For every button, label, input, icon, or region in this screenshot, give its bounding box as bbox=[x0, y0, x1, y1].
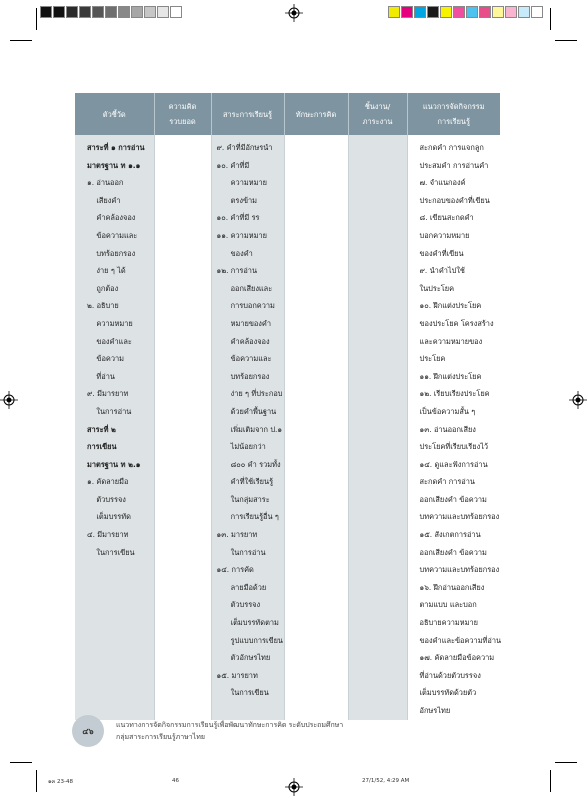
header-activities: แนวการจัดกิจกรรม การเรียนรู้ bbox=[407, 93, 500, 135]
indicator-line: ในการอ่าน bbox=[96, 406, 132, 416]
indicator-line: ความหมาย bbox=[96, 318, 133, 328]
indicator-line: สาระที่ ๑ การอ่าน bbox=[87, 143, 145, 152]
color-swatch bbox=[170, 6, 182, 18]
indicator-line: ๔. มีมารยาท bbox=[87, 530, 129, 540]
learning-content-cell bbox=[211, 135, 284, 720]
color-swatch bbox=[144, 6, 156, 18]
color-swatch bbox=[518, 6, 530, 18]
footer-book-title: แนวทางการจัดกิจกรรมการเรียนรู้เพื่อพัฒนาทักษะการคิด ระดับประถมศึกษา bbox=[116, 721, 344, 729]
color-swatch bbox=[479, 6, 491, 18]
color-swatch bbox=[427, 6, 439, 18]
page-number-badge: ๔๖ bbox=[72, 715, 104, 747]
color-swatch bbox=[531, 6, 543, 18]
slug-timestamp: 27/1/52, 4:29 AM bbox=[362, 778, 410, 784]
indicators-cell bbox=[75, 135, 154, 720]
color-swatch bbox=[492, 6, 504, 18]
learning-content-text: ๙. คำที่มีอักษรนำ ๑๐. คำที่มี ความหมาย ตรงข้าม ๑๐. คำที่มี รร ๑๑. ความหมาย ของคำ ๑๒. การอ่าน ออกเสียงและ การบอกความ หมายของคำ คำคล้องจอง ข้อความและ บทร้อยกรอง ง่าย ๆ ที่ประกอบ ด้วยคำพื้นฐาน เพิ่มเติมจาก ป.๑ ไม่น้อยกว่า ๘๐๐ คำ รวมทั้ง คำที่ใช้เรียนรู้ ในกลุ่มสาระ การเรียนรู้อื่น ๆ ๑๓. มารยาท ในการอ่าน ๑๔. การคัด ลายมือด้วย ตัวบรรจง เต็มบรรทัดตาม รูปแบบการเขียน ตัวอักษรไทย ๑๕. มารยาท ในการเขียน bbox=[216, 143, 283, 698]
header-work-tasks: ชิ้นงาน/ ภาระงาน bbox=[348, 93, 407, 135]
indicator-line: มาตรฐาน ท ๒.๑ bbox=[87, 459, 141, 469]
concept-cell bbox=[154, 135, 211, 720]
color-swatch bbox=[118, 6, 130, 18]
crop-mark bbox=[36, 770, 37, 792]
indicator-line: ข้อความ bbox=[96, 354, 125, 364]
table-row bbox=[75, 135, 500, 720]
indicator-line: เสียงคำ bbox=[96, 195, 121, 205]
indicator-line: ถูกต้อง bbox=[96, 283, 119, 293]
slug-file-name: ๑๓ 23-48 bbox=[48, 779, 73, 785]
indicator-line: ในการเขียน bbox=[87, 547, 135, 557]
color-swatch bbox=[157, 6, 169, 18]
registration-mark-icon bbox=[285, 778, 303, 796]
footer-subject-group: กลุ่มสาระการเรียนรู้ภาษาไทย bbox=[116, 733, 205, 741]
header-thinking-skills: ทักษะการคิด bbox=[284, 93, 348, 135]
header-concept: ความคิด รวบยอด bbox=[154, 93, 211, 135]
color-swatch bbox=[105, 6, 117, 18]
crop-mark bbox=[36, 8, 37, 30]
color-swatch bbox=[79, 6, 91, 18]
crop-mark bbox=[555, 762, 577, 763]
print-color-bar-left bbox=[40, 6, 183, 18]
indicator-line: ข้อความและ bbox=[96, 230, 138, 240]
indicator-line: มาตรฐาน ท ๑.๑ bbox=[87, 160, 141, 170]
indicators-text bbox=[75, 139, 154, 561]
indicator-line: ๒. อธิบาย bbox=[87, 301, 119, 311]
activities-cell bbox=[407, 135, 500, 720]
work-tasks-cell bbox=[348, 135, 407, 720]
indicator-line: ของคำและ bbox=[96, 336, 132, 346]
color-swatch bbox=[388, 6, 400, 18]
crop-mark bbox=[10, 762, 32, 763]
indicator-line: ๙. มีมารยาท bbox=[87, 389, 129, 399]
color-swatch bbox=[453, 6, 465, 18]
indicator-line: บทร้อยกรอง bbox=[96, 248, 136, 258]
color-swatch bbox=[466, 6, 478, 18]
indicator-line: ง่าย ๆ ได้ bbox=[96, 266, 126, 276]
activities-text: สะกดคำ การแจกลูก ประสมคำ การอ่านคำ ๗. จำแนกองค์ ประกอบของคำที่เขียน ๘. เขียนสะกดคำ บอกความหมาย ของคำที่เขียน ๙. นำคำไปใช้ ในประโยค ๑๐. ฝึกแต่งประโยค ของประโยค โครงสร้าง และความหมายของ ประโยค ๑๑. ฝึกแต่งประโยค ๑๒. เรียบเรียงประโยค เป็นข้อความสั้น ๆ ๑๓. อ่านออกเสียง ประโยคที่เรียบเรียงไว้ ๑๔. ดูและฟังการอ่าน สะกดคำ การอ่าน ออกเสียงคำ ข้อความ บทความและบทร้อยกรอง ๑๕. สังเกตการอ่าน ออกเสียงคำ ข้อความ บทความและบทร้อยกรอง ๑๖. ฝึกอ่านออกเสียง ตามแบบ และบอก อธิบายความหมาย ของคำและข้อความที่อ่าน ๑๗. คัดลายมือข้อความ ที่อ่านด้วยตัวบรรจง เต็มบรรทัดด้วยตัว อักษรไทย bbox=[419, 143, 502, 715]
color-swatch bbox=[131, 6, 143, 18]
indicator-line: ๑. คัดลายมือ bbox=[87, 477, 129, 487]
crop-mark bbox=[550, 8, 551, 30]
slug-page-number: 46 bbox=[172, 778, 179, 784]
indicator-line: ๑. อ่านออก bbox=[87, 178, 124, 188]
thinking-skills-cell bbox=[284, 135, 348, 720]
color-swatch bbox=[92, 6, 104, 18]
indicator-line: เต็มบรรทัด bbox=[96, 512, 131, 522]
color-swatch bbox=[414, 6, 426, 18]
crop-mark bbox=[10, 40, 32, 41]
color-swatch bbox=[40, 6, 52, 18]
indicator-line: การเขียน bbox=[87, 442, 117, 452]
color-swatch bbox=[66, 6, 78, 18]
print-color-bar-right bbox=[388, 6, 544, 18]
table-header-row bbox=[75, 93, 500, 135]
registration-mark-icon bbox=[0, 391, 18, 409]
curriculum-table bbox=[75, 93, 500, 720]
indicator-line: สาระที่ ๒ bbox=[87, 424, 116, 434]
indicator-line: คำคล้องจอง bbox=[96, 213, 136, 223]
indicator-line: ที่อ่าน bbox=[96, 371, 115, 381]
crop-mark bbox=[555, 40, 577, 41]
color-swatch bbox=[53, 6, 65, 18]
indicator-line: ตัวบรรจง bbox=[96, 494, 126, 504]
registration-mark-icon bbox=[569, 391, 587, 409]
color-swatch bbox=[505, 6, 517, 18]
header-indicators: ตัวชี้วัด bbox=[75, 93, 154, 135]
crop-mark bbox=[550, 770, 551, 792]
header-learning-content: สาระการเรียนรู้ bbox=[211, 93, 284, 135]
registration-mark-icon bbox=[285, 4, 303, 22]
color-swatch bbox=[440, 6, 452, 18]
color-swatch bbox=[401, 6, 413, 18]
